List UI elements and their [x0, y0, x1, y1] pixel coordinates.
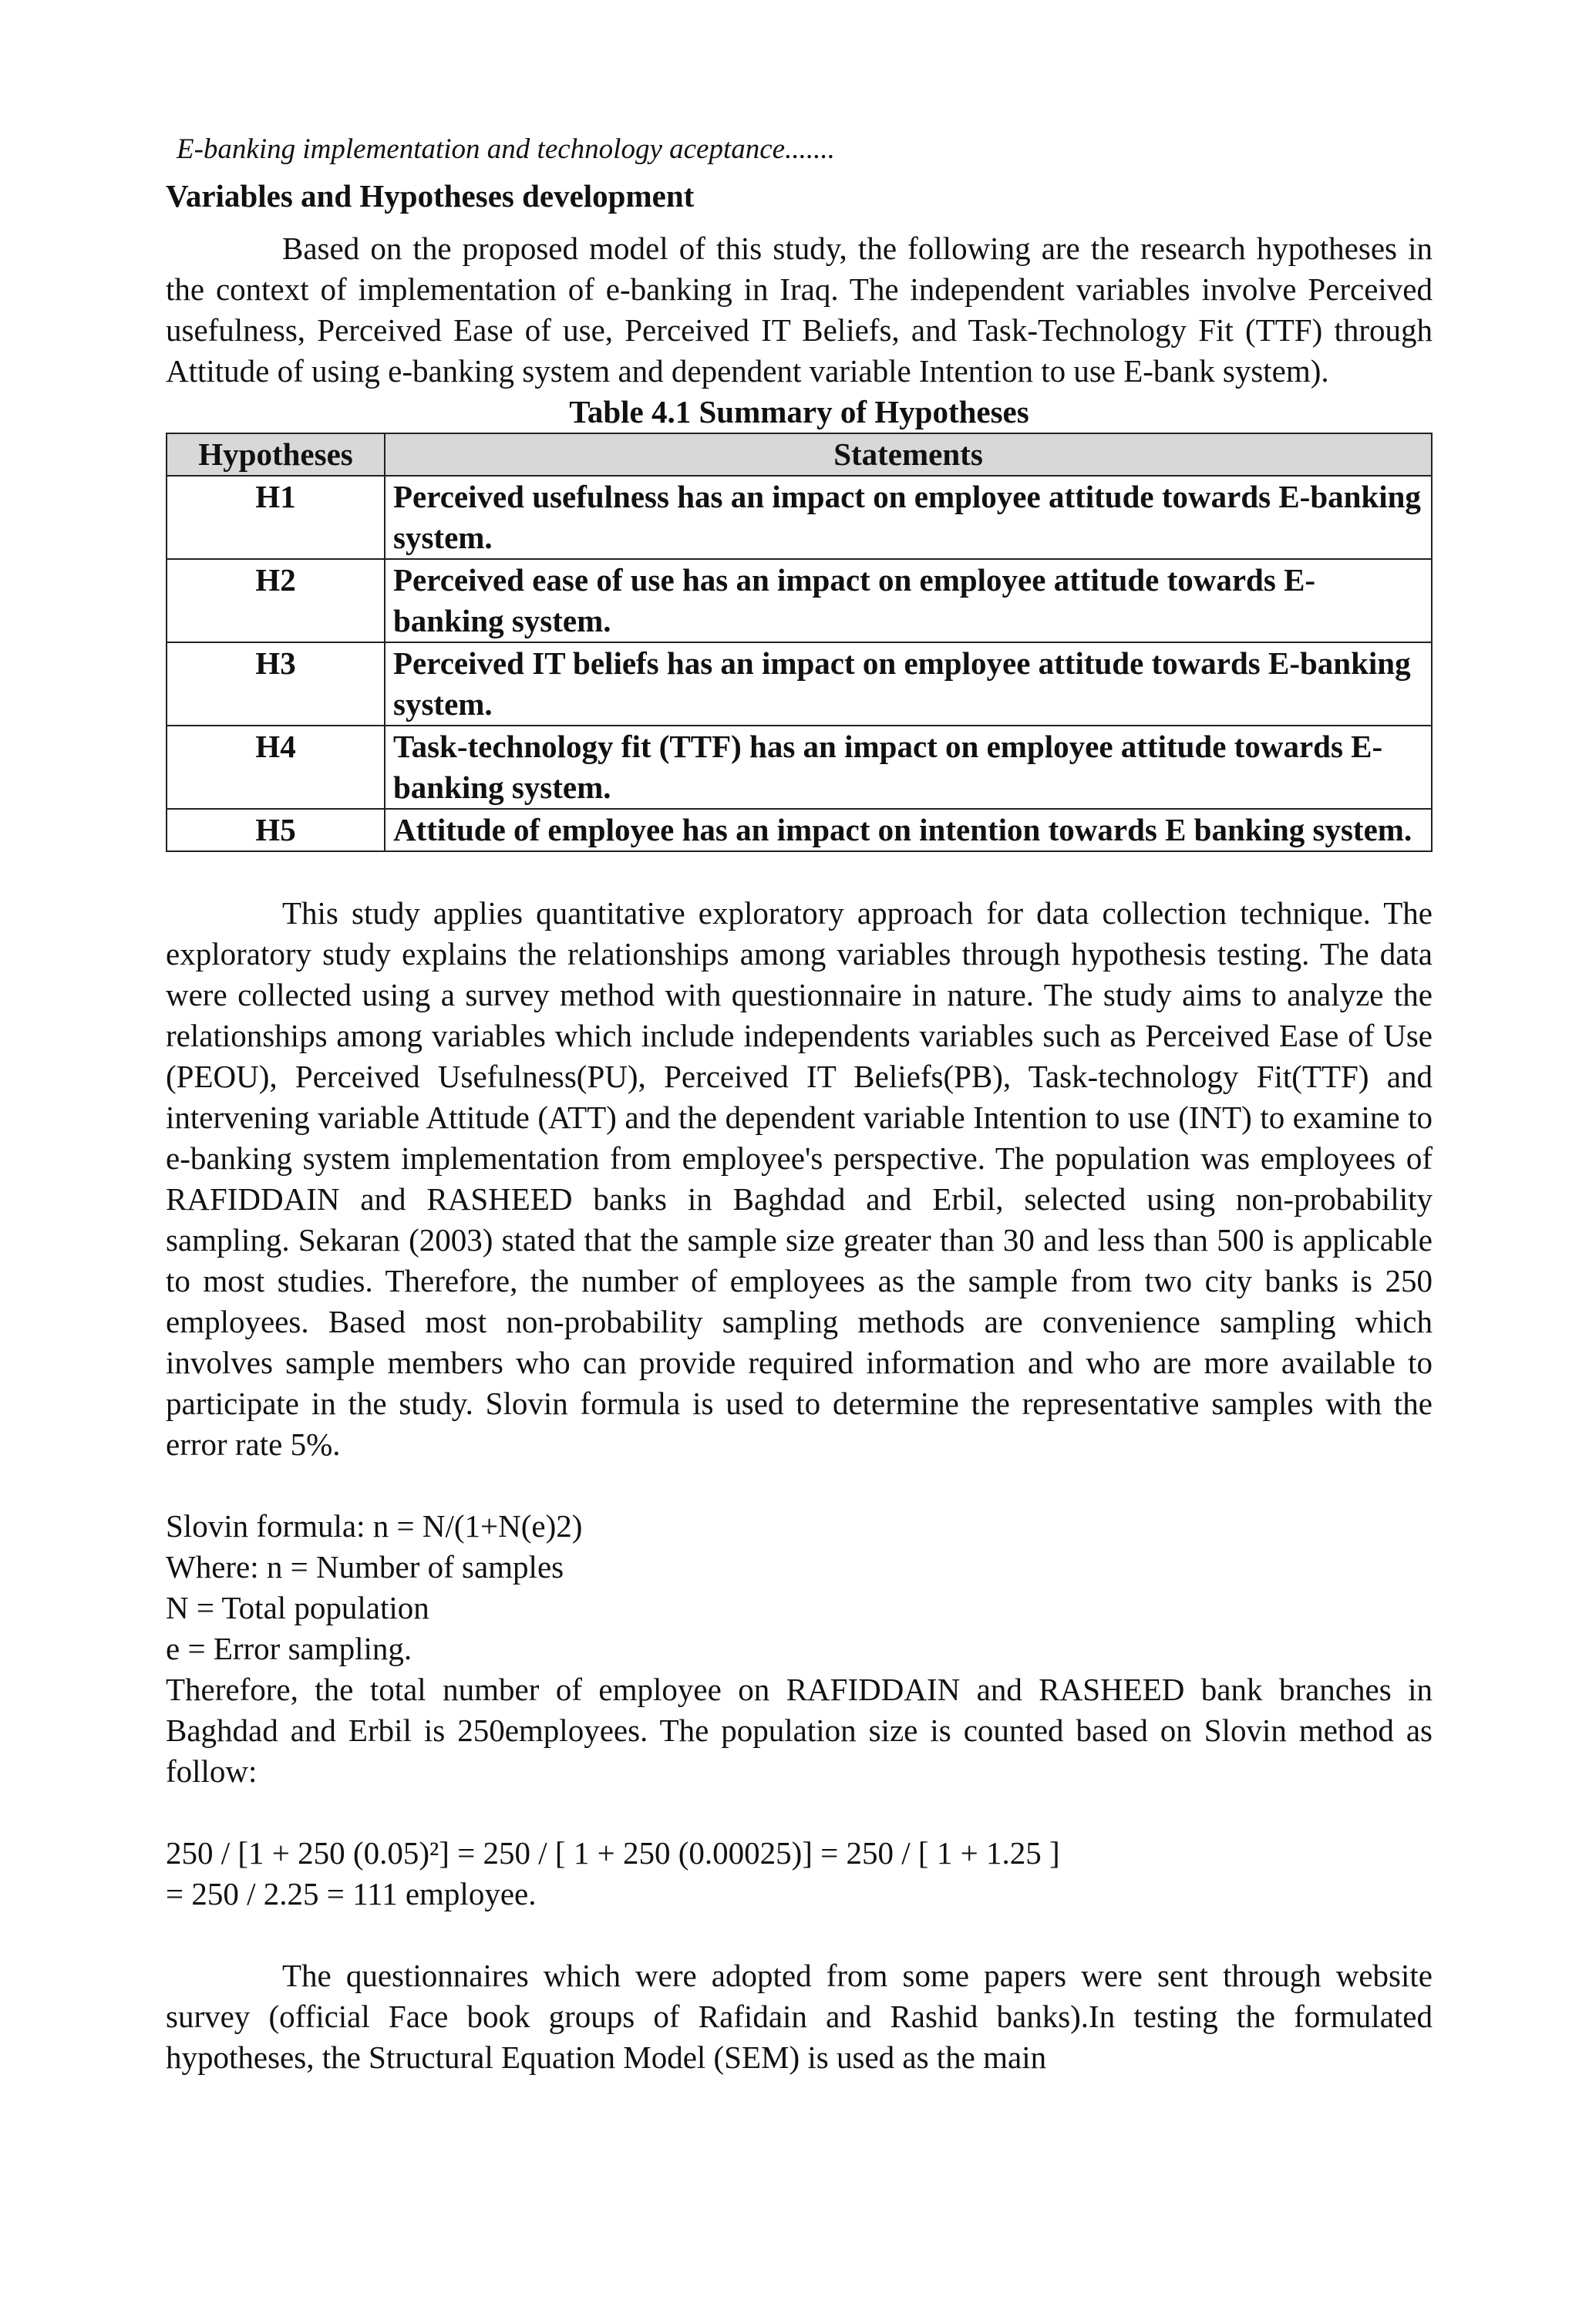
table-row — [167, 642, 1432, 726]
calculation-line-2: = 250 / 2.25 = 111 employee. — [166, 1876, 537, 1911]
intro-paragraph: Based on the proposed model of this study, the following are the research hypotheses in the context of implementation of e-banking in Iraq. The independent variables involve Perceived usefulness, Perceived Ease of use, Perceived IT Beliefs, and Task-Technology Fit (TTF) through Attitude of using e-banking system and dependent variable Intention to use E-bank system). — [166, 231, 1433, 389]
document-page — [166, 131, 1433, 2078]
definition-n: Where: n = Number of samples — [166, 1549, 564, 1585]
running-header: E-banking implementation and technology aceptance....... — [177, 133, 835, 165]
hypothesis-statement: Attitude of employee has an impact on intention towards E banking system. — [385, 809, 1432, 851]
column-header-hypotheses: Hypotheses — [167, 433, 385, 476]
spacer — [166, 1792, 1433, 1833]
hypothesis-statement: Perceived usefulness has an impact on employee attitude towards E-banking system. — [385, 476, 1432, 559]
table-row — [167, 559, 1432, 642]
hypothesis-id: H1 — [167, 476, 385, 559]
table-caption: Table 4.1 Summary of Hypotheses — [569, 394, 1029, 429]
table-row — [167, 809, 1432, 851]
hypothesis-id: H2 — [167, 559, 385, 642]
table-header-row — [167, 433, 1432, 476]
spacer — [166, 1465, 1433, 1506]
hypotheses-table — [166, 433, 1433, 852]
column-header-statements: Statements — [385, 433, 1432, 476]
spacer — [166, 852, 1433, 893]
section-heading: Variables and Hypotheses development — [166, 178, 695, 214]
hypothesis-statement: Task-technology fit (TTF) has an impact on employee attitude towards E- banking system. — [385, 726, 1432, 809]
hypothesis-id: H5 — [167, 809, 385, 851]
definition-N: N = Total population — [166, 1590, 429, 1625]
closing-paragraph: The questionnaires which were adopted from some papers were sent through website survey (official Face book groups of Rafidain and Rashid banks).In testing the formulated hypotheses, the Structural Equation Model (SEM) is used as the main — [166, 1958, 1433, 2075]
table-row — [167, 476, 1432, 559]
hypothesis-id: H4 — [167, 726, 385, 809]
slovin-conclusion: Therefore, the total number of employee on RAFIDDAIN and RASHEED bank branches in Baghdad and Erbil is 250employees. The population size is counted based on Slovin method as follow: — [166, 1672, 1433, 1789]
method-paragraph: This study applies quantitative exploratory approach for data collection technique. The exploratory study explains the relationships among variables through hypothesis testing. The data were collected using a survey method with questionnaire in nature. The study aims to analyze the relationships among variables which include independents variables such as Perceived Ease of Use (PEOU), Perceived Usefulness(PU), Perceived IT Beliefs(PB), Task-technology Fit(TTF) and intervening variable Attitude (ATT) and the dependent variable Intention to use (INT) to examine to e-banking system implementation from employee's perspective. The population was employees of RAFIDDAIN and RASHEED banks in Baghdad and Erbil, selected using non-probability sampling. Sekaran (2003) stated that the sample size greater than 30 and less than 500 is applicable to most studies. Therefore, the number of employees as the sample from two city banks is 250 employees. Based most non-probability sampling methods are convenience sampling which involves sample members who can provide required information and who are more available to participate in the study. Slovin formula is used to determine the representative samples with the error rate 5%. — [166, 895, 1433, 1462]
hypothesis-statement: Perceived IT beliefs has an impact on employee attitude towards E-banking system. — [385, 642, 1432, 726]
spacer — [166, 1915, 1433, 1955]
table-row — [167, 726, 1432, 809]
calculation-line-1: 250 / [1 + 250 (0.05)²] = 250 / [ 1 + 250 (0.00025)] = 250 / [ 1 + 1.25 ] — [166, 1835, 1060, 1871]
slovin-formula: Slovin formula: n = N/(1+N(e)2) — [166, 1508, 583, 1544]
hypothesis-id: H3 — [167, 642, 385, 726]
definition-e: e = Error sampling. — [166, 1631, 412, 1666]
hypothesis-statement: Perceived ease of use has an impact on employee attitude towards E- banking system. — [385, 559, 1432, 642]
